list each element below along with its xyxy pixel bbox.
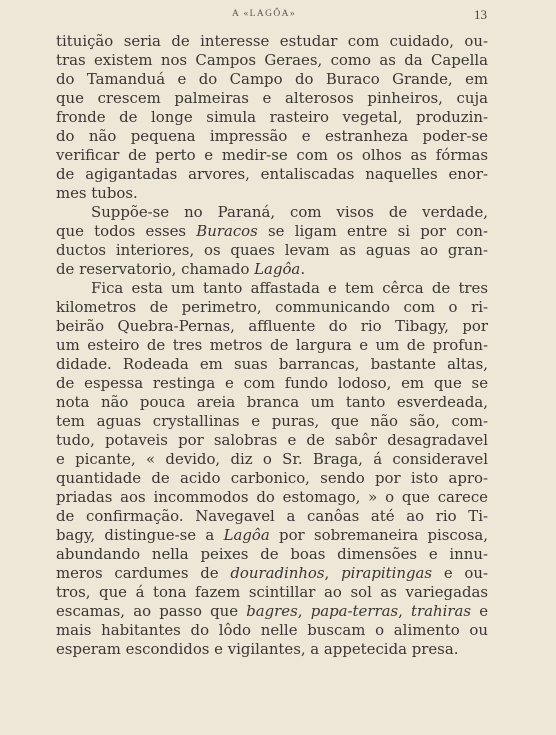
text-line <box>56 393 488 412</box>
text-line <box>56 279 488 298</box>
italic-term: douradinhos <box>230 564 325 582</box>
text-segment: Fica esta um tanto affastada e tem cêrca de tres <box>91 279 488 297</box>
text-line <box>56 507 488 526</box>
text-segment: nota não pouca areia branca um tanto esverdeada, <box>56 393 488 411</box>
text-segment: abundando nella peixes de boas dimensões e innu- <box>56 545 488 563</box>
running-head <box>0 9 556 25</box>
text-line <box>56 469 488 488</box>
text-segment: ductos interiores, os quaes levam as aguas ao gran- <box>56 241 488 259</box>
text-segment: kilometros de perimetro, communicando com o ri- <box>56 298 488 316</box>
text-segment: Suppõe-se no Paraná, com visos de verdade, <box>91 203 488 221</box>
paragraph <box>56 32 488 203</box>
text-segment: , <box>398 602 412 620</box>
text-segment: quantidade de acido carbonico, sendo por isto apro- <box>56 469 488 487</box>
text-segment: bagy, distingue-se a <box>56 526 224 544</box>
page-number: 13 <box>474 7 487 22</box>
text-line <box>56 241 488 260</box>
text-line <box>56 583 488 602</box>
text-line <box>56 488 488 507</box>
text-segment: de agigantadas arvores, entaliscadas naquelles enor- <box>56 165 488 183</box>
italic-term: trahiras <box>411 602 472 620</box>
text-segment: por sobremaneira piscosa, <box>269 526 488 544</box>
italic-term: Lagôa <box>223 526 270 544</box>
text-segment: de confirmação. Navegavel a canôas até ao rio Ti- <box>56 507 488 525</box>
running-title: A «LAGÔA» <box>232 9 297 19</box>
text-line <box>56 32 488 51</box>
text-segment: , <box>324 564 342 582</box>
text-segment: mes tubos. <box>56 184 138 202</box>
text-line <box>56 127 488 146</box>
italic-term: Lagôa <box>254 260 301 278</box>
italic-term: Buracos <box>196 222 258 240</box>
text-segment: e ou- <box>432 564 489 582</box>
text-line <box>56 146 488 165</box>
text-segment: verificar de perto e medir-se com os olhos as fórmas <box>56 146 488 164</box>
italic-term: papa-terras <box>310 602 399 620</box>
text-segment: do Tamanduá e do Campo do Buraco Grande, em <box>56 70 488 88</box>
text-line <box>56 602 488 621</box>
text-line <box>56 450 488 469</box>
text-line <box>56 431 488 450</box>
text-line <box>56 108 488 127</box>
text-segment: . <box>300 260 306 278</box>
text-line <box>56 317 488 336</box>
text-segment: fronde de longe simula rasteiro vegetal, produzin- <box>56 108 488 126</box>
text-segment: de reservatorio, chamado <box>56 260 255 278</box>
text-line <box>56 640 488 659</box>
text-line <box>56 184 488 203</box>
italic-term: pirapitingas <box>341 564 433 582</box>
text-line <box>56 336 488 355</box>
text-segment: tros, que á tona fazem scintillar ao sol as variegadas <box>56 583 488 601</box>
text-line <box>56 374 488 393</box>
text-line <box>56 222 488 241</box>
text-segment: mais habitantes do lôdo nelle buscam o alimento ou <box>56 621 488 639</box>
text-segment: e <box>471 602 489 620</box>
text-segment: que crescem palmeiras e alterosos pinheiros, cuja <box>56 89 488 107</box>
text-segment: que todos esses <box>56 222 197 240</box>
text-line <box>56 564 488 583</box>
text-line <box>56 355 488 374</box>
text-segment: meros cardumes de <box>56 564 231 582</box>
text-line <box>56 545 488 564</box>
text-segment: e picante, « devido, diz o Sr. Braga, á consideravel <box>56 450 488 468</box>
text-line <box>56 165 488 184</box>
text-segment: beirão Quebra-Pernas, affluente do rio Tibagy, por <box>56 317 488 335</box>
text-segment: de espessa restinga e com fundo lodoso, em que se <box>56 374 488 392</box>
text-segment: um esteiro de tres metros de largura e um de profun- <box>56 336 488 354</box>
paragraph <box>56 279 488 659</box>
text-segment: tem aguas crystallinas e puras, que não são, com- <box>56 412 488 430</box>
text-line <box>56 89 488 108</box>
text-line <box>56 621 488 640</box>
text-segment: , <box>297 602 311 620</box>
italic-term: bagres <box>246 602 298 620</box>
text-segment: tras existem nos Campos Geraes, como as da Capella <box>56 51 488 69</box>
body-text <box>56 32 488 659</box>
text-segment: tudo, potaveis por salobras e de sabôr desagradavel <box>56 431 488 449</box>
text-line <box>56 412 488 431</box>
text-segment: escamas, ao passo que <box>56 602 247 620</box>
text-line <box>56 260 488 279</box>
text-segment: priadas aos incommodos do estomago, » o que carece <box>56 488 488 506</box>
text-segment: do não pequena impressão e estranheza poder-se <box>56 127 488 145</box>
text-segment: tituição seria de interesse estudar com cuidado, ou- <box>56 32 488 50</box>
text-line <box>56 298 488 317</box>
paragraph <box>56 203 488 279</box>
text-line <box>56 526 488 545</box>
text-segment: esperam escondidos e vigilantes, a appetecida presa. <box>56 640 459 658</box>
text-line <box>56 203 488 222</box>
text-segment: didade. Rodeada em suas barrancas, bastante altas, <box>56 355 488 373</box>
text-segment: se ligam entre si por con- <box>257 222 488 240</box>
text-line <box>56 51 488 70</box>
text-line <box>56 70 488 89</box>
